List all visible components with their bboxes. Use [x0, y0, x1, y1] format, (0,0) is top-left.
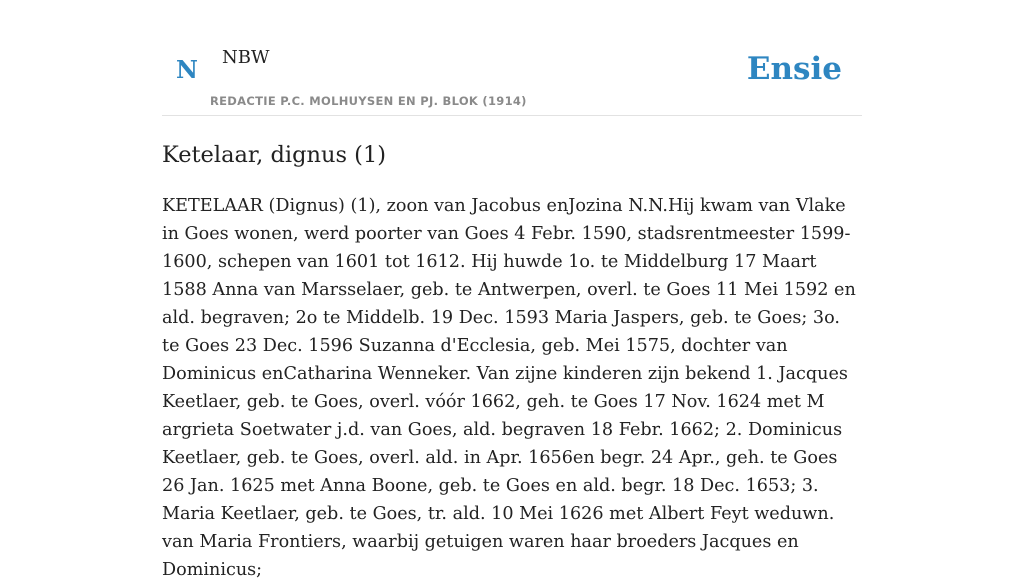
- brand-logo[interactable]: Ensie: [746, 51, 842, 87]
- article-body: KETELAAR (Dignus) (1), zoon van Jacobus enJozina N.N.Hij kwam van Vlake in Goes wonen, werd poorter van Goes 4 Febr. 1590, stadsrentmeester 1599-1600, schepen van 1601 tot 1612. Hij huwde 1o. te Middelburg 17 Maart 1588 Anna van Marsselaer, geb. te Antwerpen, overl. te Goes 11 Mei 1592 en ald. begraven; 2o te Middelb. 19 Dec. 1593 Maria Jaspers, geb. te Goes; 3o. te Goes 23 Dec. 1596 Suzanna d'Ecclesia, geb. Mei 1575, dochter van Dominicus enCatharina Wenneker. Van zijne kinderen zijn bekend 1. Jacques Keetlaer, geb. te Goes, overl. vóór 1662, geh. te Goes 17 Nov. 1624 met M argrieta Soetwater j.d. van Goes, ald. begraven 18 Febr. 1662; 2. Dominicus Keetlaer, geb. te Goes, overl. ald. in Apr. 1656en begr. 24 Apr., geh. te Goes 26 Jan. 1625 met Anna Boone, geb. te Goes en ald. begr. 18 Dec. 1653; 3. Maria Keetlaer, geb. te Goes, tr. ald. 10 Mei 1626 met Albert Feyt weduwn. van Maria Frontiers, waarbij getuigen waren haar broeders Jacques en Dominicus;: [162, 196, 856, 580]
- article-title: Ketelaar, dignus (1): [162, 142, 387, 168]
- logo-letter[interactable]: N: [176, 55, 198, 84]
- site-header: [162, 0, 862, 116]
- site-title[interactable]: NBW: [222, 47, 270, 68]
- editorial-subtitle: REDACTIE P.C. MOLHUYSEN EN PJ. BLOK (1914): [210, 94, 527, 108]
